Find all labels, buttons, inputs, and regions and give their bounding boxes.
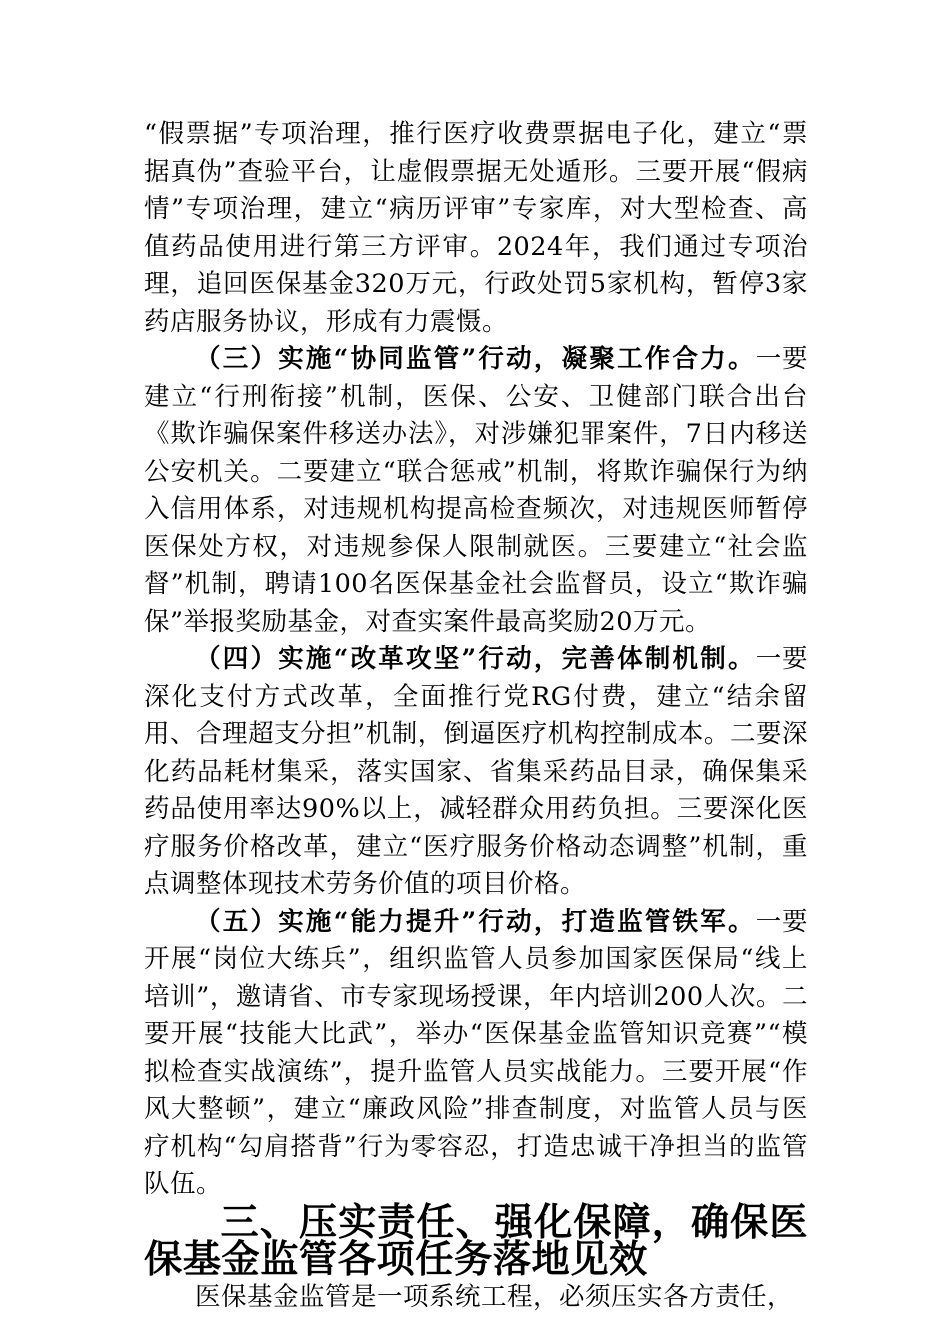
paragraph-text: 医保基金监管是一项系统工程，必须压实各方责任， [195, 1281, 794, 1312]
paragraph-collaborative-supervision [144, 341, 808, 641]
section-lead-4: （四）实施“改革攻坚”行动，完善体制机制。 [195, 644, 756, 674]
paragraph-text: “假票据”专项治理，推行医疗收费票据电子化，建立“票据真伪”查验平台，让虚假票据无处遁形。三要开展“假病情”专项治理，建立“病历评审”专家库，对大型检查、高值药品使用进行第三方评审。2024年，我们通过专项治理，追回医保基金320万元，行政处罚5家机构，暂停3家药店服务协议，形成有力震慑。 [144, 119, 808, 337]
paragraph-fake-receipts [144, 116, 808, 341]
section-lead-5: （五）实施“能力提升”行动，打造监管铁军。 [195, 906, 756, 937]
paragraph-text: 一要开展“岗位大练兵”，组织监管人员参加国家医保局“线上培训”，邀请省、市专家现场授课，年内培训200人次。二要开展“技能大比武”，举办“医保基金监管知识竞赛”“模拟检查实战演练”，提升监管人员实战能力。三要开展“作风大整顿”，建立“廉政风险”排查制度，对监管人员与医疗机构“勾肩搭背”行为零容忍，打造忠诚干净担当的监管队伍。 [144, 906, 808, 1199]
paragraph-text: 一要深化支付方式改革，全面推行党RG付费，建立“结余留用、合理超支分担”机制，倒逼医疗机构控制成本。二要深化药品耗材集采，落实国家、省集采药品目录，确保集采药品使用率达90%以上，减轻群众用药负担。三要深化医疗服务价格改革，建立“医疗服务价格动态调整”机制，重点调整体现技术劳务价值的项目价格。 [144, 644, 808, 899]
section-lead-3: （三）实施“协同监管”行动，凝聚工作合力。 [195, 344, 756, 374]
paragraph-capacity [144, 904, 808, 1204]
paragraph-reform [144, 641, 808, 904]
paragraph-closing [144, 1279, 808, 1317]
section-heading: 三、压实责任、强化保障，确保医保基金监管各项任务落地见效 [144, 1199, 808, 1282]
paragraph-text: 一要建立“行刑衔接”机制，医保、公安、卫健部门联合出台《欺诈骗保案件移送办法》，对涉嫌犯罪案件，7日内移送公安机关。二要建立“联合惩戒”机制，将欺诈骗保行为纳入信用体系，对违规机构提高检查频次，对违规医师暂停医保处方权，对违规参保人限制就医。三要建立“社会监督”机制，聘请100名医保基金社会监督员，设立“欺诈骗保”举报奖励基金，对查实案件最高奖励20万元。 [144, 344, 808, 637]
document-page [144, 116, 808, 1316]
